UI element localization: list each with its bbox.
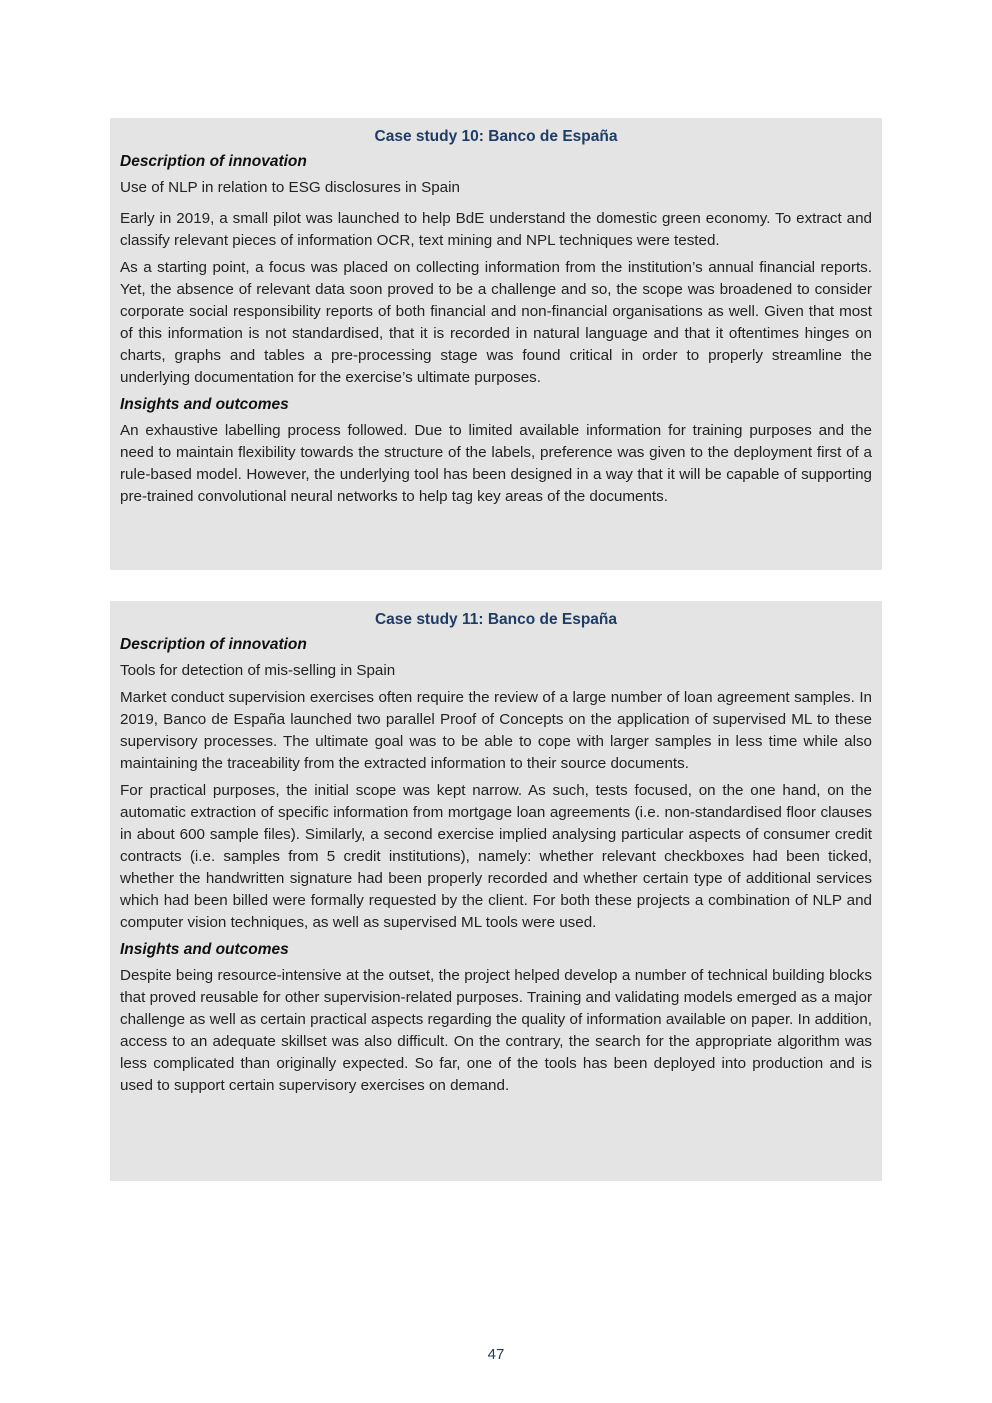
page-number: 47 xyxy=(487,1346,505,1363)
outcomes-heading: Insights and outcomes xyxy=(120,941,289,958)
description-heading: Description of innovation xyxy=(120,153,307,170)
case-study-11-box xyxy=(110,601,882,1181)
case-study-title: Case study 11: Banco de España xyxy=(374,611,618,628)
description-paragraph: Early in 2019, a small pilot was launched to help BdE understand the domestic green economy. To extract and classify relevant pieces of information OCR, text mining and NPL techniques were tested. xyxy=(120,210,872,249)
case-study-10-box xyxy=(110,118,882,570)
case-study-title: Case study 10: Banco de España xyxy=(374,128,618,145)
description-summary: Tools for detection of mis-selling in Spain xyxy=(120,662,396,679)
outcomes-paragraph: Despite being resource-intensive at the outset, the project helped develop a number of technical building blocks that proved reusable for other supervision-related purposes. Training and validating models emerged as a major challenge as well as certain practical aspects regarding the quality of information available on paper. In addition, access to an adequate skillset was also difficult. On the contrary, the search for the appropriate algorithm was less complicated than originally expected. So far, one of the tools has been deployed into production and is used to support certain supervisory exercises on demand. xyxy=(120,967,872,1094)
description-summary: Use of NLP in relation to ESG disclosures in Spain xyxy=(120,179,460,196)
outcomes-paragraph: An exhaustive labelling process followed. Due to limited available information for training purposes and the need to maintain flexibility towards the structure of the labels, preference was given to the deployment first of a rule-based model. However, the underlying tool has been designed in a way that it will be capable of supporting pre-trained convolutional neural networks to help tag key areas of the documents. xyxy=(120,422,872,505)
description-heading: Description of innovation xyxy=(120,636,307,653)
outcomes-heading: Insights and outcomes xyxy=(120,396,289,413)
description-paragraph: For practical purposes, the initial scope was kept narrow. As such, tests focused, on the one hand, on the automatic extraction of specific information from mortgage loan agreements (i.e. non-standardised floor clauses in about 600 sample files). Similarly, a second exercise implied analysing particular aspects of consumer credit contracts (i.e. samples from 5 credit institutions), namely: whether relevant checkboxes had been ticked, whether the handwritten signature had been properly recorded and whether certain type of additional services which had been billed were formally requested by the client. For both these projects a combination of NLP and computer vision techniques, as well as supervised ML tools were used. xyxy=(120,782,872,931)
description-paragraph: Market conduct supervision exercises often require the review of a large number of loan agreement samples. In 2019, Banco de España launched two parallel Proof of Concepts on the application of supervised ML to these supervisory processes. The ultimate goal was to be able to cope with larger samples in less time while also maintaining the traceability from the extracted information to their source documents. xyxy=(120,689,872,772)
description-paragraph: As a starting point, a focus was placed on collecting information from the institution’s annual financial reports. Yet, the absence of relevant data soon proved to be a challenge and so, the scope was broadened to consider corporate social responsibility reports of both financial and non-financial organisations as well. Given that most of this information is not standardised, that it is recorded in natural language and that it oftentimes hinges on charts, graphs and tables a pre-processing stage was found critical in order to properly streamline the underlying documentation for the exercise’s ultimate purposes. xyxy=(120,259,872,386)
